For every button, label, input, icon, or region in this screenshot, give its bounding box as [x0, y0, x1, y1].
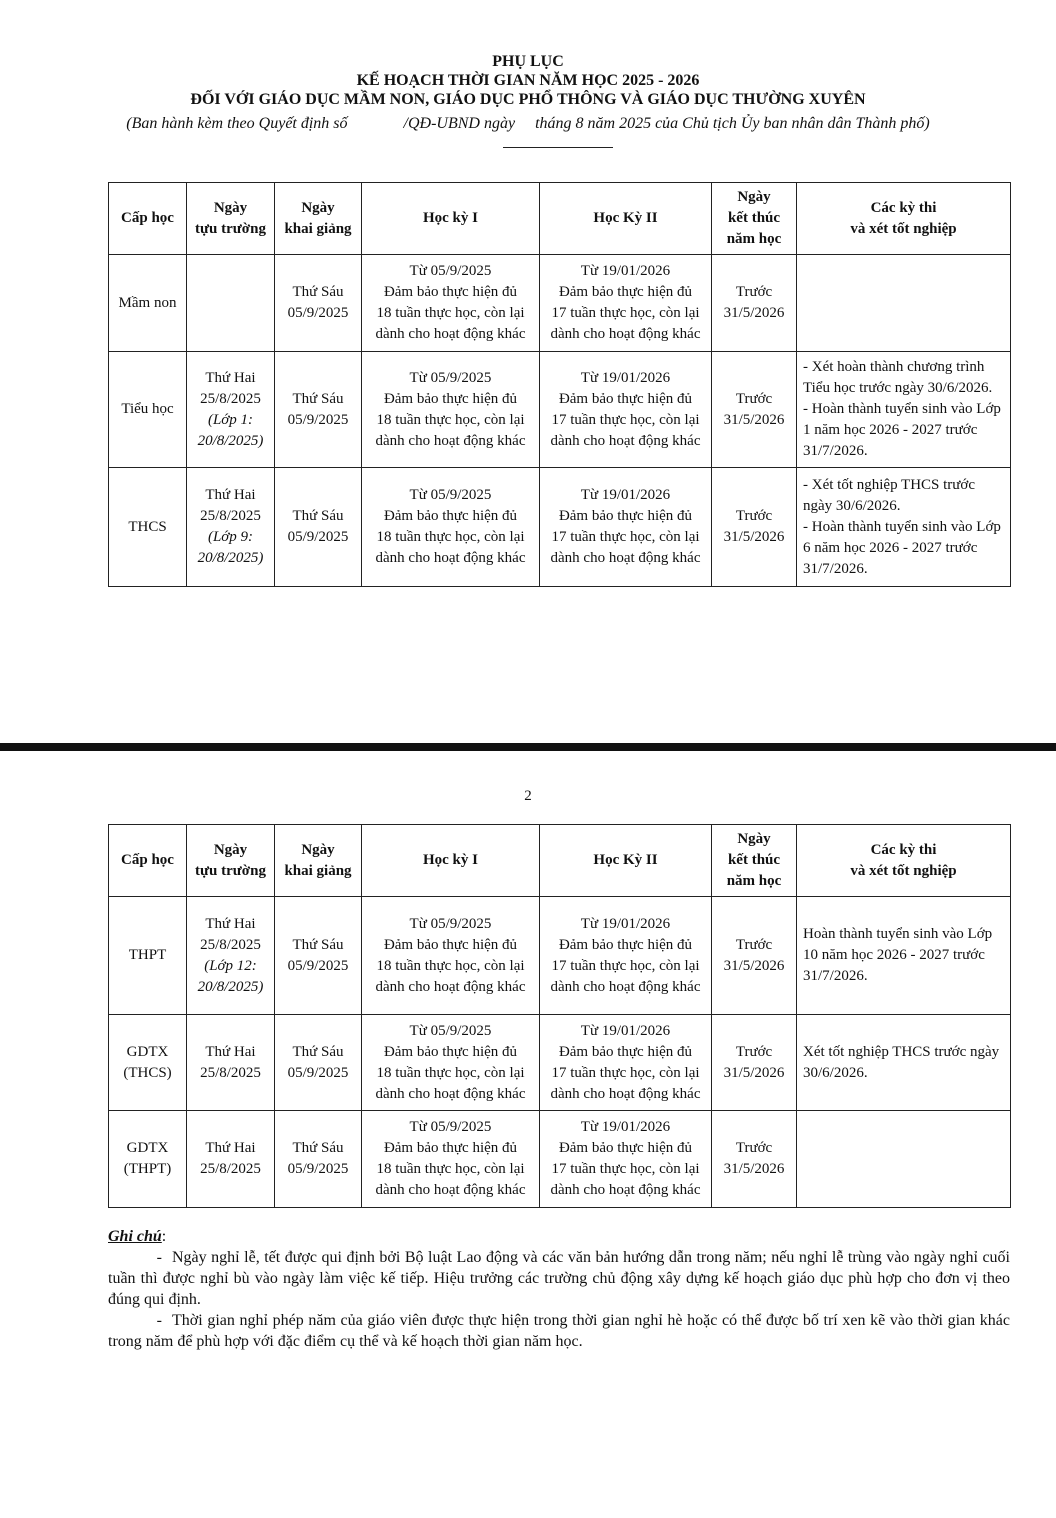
exam-cell [797, 255, 1011, 352]
report-cell: Thứ Hai 25/8/2025 [187, 1015, 275, 1111]
opening-cell: Thứ Sáu 05/9/2025 [275, 897, 362, 1015]
opening-cell: Thứ Sáu 05/9/2025 [275, 468, 362, 587]
end-cell: Trước 31/5/2026 [712, 352, 797, 468]
col-exams: Các kỳ thi và xét tốt nghiệp [797, 825, 1011, 897]
col-exams: Các kỳ thi và xét tốt nghiệp [797, 183, 1011, 255]
report-cell: Thứ Hai 25/8/2025 (Lớp 9: 20/8/2025) [187, 468, 275, 587]
schedule-table-page-1 [108, 182, 1011, 587]
col-opening-day: Ngày khai giảng [275, 825, 362, 897]
semester-2-cell: Từ 19/01/2026 Đảm bảo thực hiện đủ 17 tuần thực học, còn lại dành cho hoạt động khác [540, 1015, 712, 1111]
note-item: - Thời gian nghỉ phép năm của giáo viên được thực hiện trong thời gian nghỉ hè hoặc có thể được bố trí xen kẽ vào thời gian khác trong năm để phù hợp với đặc điểm cụ thể và kế hoạch thời gian năm học. [108, 1312, 1010, 1350]
semester-1-cell: Từ 05/9/2025 Đảm bảo thực hiện đủ 18 tuần thực học, còn lại dành cho hoạt động khác [362, 897, 540, 1015]
appendix-title: PHỤ LỤC [492, 53, 564, 70]
plan-subtitle: ĐỐI VỚI GIÁO DỤC MẦM NON, GIÁO DỤC PHỔ THÔNG VÀ GIÁO DỤC THƯỜNG XUYÊN [190, 91, 866, 108]
semester-2-cell: Từ 19/01/2026 Đảm bảo thực hiện đủ 17 tuần thực học, còn lại dành cho hoạt động khác [540, 468, 712, 587]
note-item: - Ngày nghỉ lễ, tết được qui định bởi Bộ luật Lao động và các văn bản hướng dẫn trong năm; nếu nghỉ lễ trùng vào ngày nghỉ cuối tuần thì được nghỉ bù vào ngày làm việc kế tiếp. Hiệu trưởng các trường chủ động xây dựng kế hoạch giáo dục phù hợp cho đơn vị theo đúng qui định. [108, 1249, 1010, 1308]
col-opening-day: Ngày khai giảng [275, 183, 362, 255]
col-semester-2: Học Kỳ II [540, 825, 712, 897]
level-cell: THPT [109, 897, 187, 1015]
plan-title: KẾ HOẠCH THỜI GIAN NĂM HỌC 2025 - 2026 [356, 72, 700, 89]
semester-1-cell: Từ 05/9/2025 Đảm bảo thực hiện đủ 18 tuần thực học, còn lại dành cho hoạt động khác [362, 468, 540, 587]
report-cell: Thứ Hai 25/8/2025 (Lớp 1: 20/8/2025) [187, 352, 275, 468]
end-cell: Trước 31/5/2026 [712, 468, 797, 587]
table-row [109, 1111, 1011, 1208]
semester-2-cell: Từ 19/01/2026 Đảm bảo thực hiện đủ 17 tuần thực học, còn lại dành cho hoạt động khác [540, 897, 712, 1015]
semester-2-cell: Từ 19/01/2026 Đảm bảo thực hiện đủ 17 tuần thực học, còn lại dành cho hoạt động khác [540, 255, 712, 352]
page-break-bar [0, 743, 1056, 751]
header-divider [503, 147, 613, 148]
exam-cell: Hoàn thành tuyển sinh vào Lớp 10 năm học 2026 - 2027 trước 31/7/2026. [797, 897, 1011, 1015]
semester-1-cell: Từ 05/9/2025 Đảm bảo thực hiện đủ 18 tuần thực học, còn lại dành cho hoạt động khác [362, 255, 540, 352]
table-row [109, 897, 1011, 1015]
end-cell: Trước 31/5/2026 [712, 897, 797, 1015]
opening-cell: Thứ Sáu 05/9/2025 [275, 1111, 362, 1208]
exam-cell: - Xét tốt nghiệp THCS trước ngày 30/6/2026. - Hoàn thành tuyển sinh vào Lớp 6 năm học 2026 - 2027 trước 31/7/2026. [797, 468, 1011, 587]
end-cell: Trước 31/5/2026 [712, 1015, 797, 1111]
exam-cell [797, 1111, 1011, 1208]
semester-2-cell: Từ 19/01/2026 Đảm bảo thực hiện đủ 17 tuần thực học, còn lại dành cho hoạt động khác [540, 1111, 712, 1208]
col-semester-1: Học kỳ I [362, 825, 540, 897]
col-report-day: Ngày tựu trường [187, 825, 275, 897]
exam-cell: - Xét hoàn thành chương trình Tiểu học trước ngày 30/6/2026. - Hoàn thành tuyển sinh vào Lớp 1 năm học 2026 - 2027 trước 31/7/2026. [797, 352, 1011, 468]
exam-cell: Xét tốt nghiệp THCS trước ngày 30/6/2026. [797, 1015, 1011, 1111]
report-cell: Thứ Hai 25/8/2025 [187, 1111, 275, 1208]
table-header-row [109, 183, 1011, 255]
col-level: Cấp học [109, 825, 187, 897]
notes-section [108, 1226, 1010, 1352]
report-cell [187, 255, 275, 352]
level-cell: THCS [109, 468, 187, 587]
col-report-day: Ngày tựu trường [187, 183, 275, 255]
end-cell: Trước 31/5/2026 [712, 1111, 797, 1208]
level-cell: GDTX (THCS) [109, 1015, 187, 1111]
semester-1-cell: Từ 05/9/2025 Đảm bảo thực hiện đủ 18 tuần thực học, còn lại dành cho hoạt động khác [362, 1111, 540, 1208]
level-cell: Tiểu học [109, 352, 187, 468]
col-semester-1: Học kỳ I [362, 183, 540, 255]
table-row [109, 1015, 1011, 1111]
table-row [109, 468, 1011, 587]
semester-2-cell: Từ 19/01/2026 Đảm bảo thực hiện đủ 17 tuần thực học, còn lại dành cho hoạt động khác [540, 352, 712, 468]
opening-cell: Thứ Sáu 05/9/2025 [275, 352, 362, 468]
col-end-day: Ngày kết thúc năm học [712, 825, 797, 897]
table-header-row [109, 825, 1011, 897]
opening-cell: Thứ Sáu 05/9/2025 [275, 1015, 362, 1111]
col-end-day: Ngày kết thúc năm học [712, 183, 797, 255]
semester-1-cell: Từ 05/9/2025 Đảm bảo thực hiện đủ 18 tuần thực học, còn lại dành cho hoạt động khác [362, 1015, 540, 1111]
level-cell: GDTX (THPT) [109, 1111, 187, 1208]
semester-1-cell: Từ 05/9/2025 Đảm bảo thực hiện đủ 18 tuần thực học, còn lại dành cho hoạt động khác [362, 352, 540, 468]
table-row [109, 255, 1011, 352]
opening-cell: Thứ Sáu 05/9/2025 [275, 255, 362, 352]
level-cell: Mầm non [109, 255, 187, 352]
col-semester-2: Học Kỳ II [540, 183, 712, 255]
report-cell: Thứ Hai 25/8/2025 (Lớp 12: 20/8/2025) [187, 897, 275, 1015]
page-number: 2 [524, 788, 532, 804]
document-header [0, 52, 1056, 136]
decision-reference: (Ban hành kèm theo Quyết định số /QĐ-UBND ngày tháng 8 năm 2025 của Chủ tịch Ủy ban nhân dân Thành phố) [126, 115, 930, 132]
schedule-table-page-2 [108, 824, 1011, 1208]
table-row [109, 352, 1011, 468]
notes-title: Ghi chú: [108, 1228, 167, 1245]
col-level: Cấp học [109, 183, 187, 255]
end-cell: Trước 31/5/2026 [712, 255, 797, 352]
